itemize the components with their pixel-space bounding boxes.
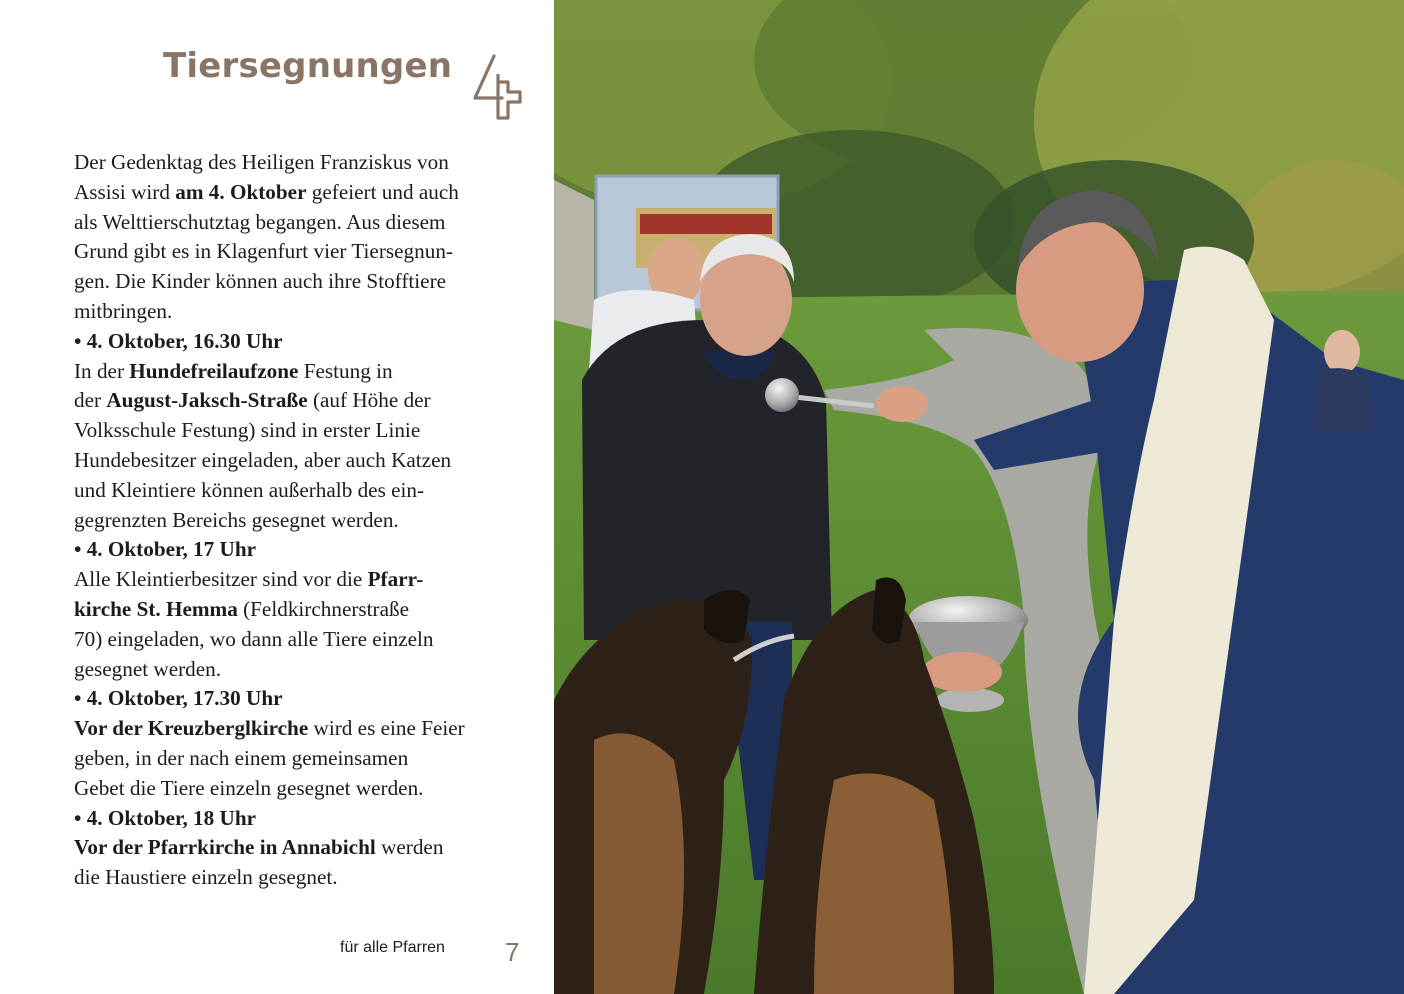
- event-line: 70) eingeladen, wo dann alle Tiere einzeln: [74, 626, 434, 651]
- event-line: die Haustiere einzeln gesegnet.: [74, 865, 338, 890]
- event-line: gegrenzten Bereichs gesegnet werden.: [74, 507, 399, 532]
- event-line: Vor der Pfarrkirche in Annabichl werden: [74, 835, 444, 860]
- intro-line: gen. Die Kinder können auch ihre Stofftiere: [74, 269, 447, 294]
- intro-line: Der Gedenktag des Heiligen Franziskus von: [74, 150, 449, 174]
- cross-with-number-4-icon: [468, 52, 526, 124]
- photo-illustration: [554, 0, 1404, 994]
- event-heading: • 4. Oktober, 17.30 Uhr: [74, 686, 283, 711]
- left-page: [0, 0, 554, 994]
- intro-line: Grund gibt es in Klagenfurt vier Tiersegnun-: [74, 239, 453, 264]
- event-heading: • 4. Oktober, 17 Uhr: [74, 537, 257, 562]
- intro-line: als Welttierschutztag begangen. Aus diesem: [74, 209, 446, 234]
- footer-label: für alle Pfarren: [340, 939, 445, 956]
- event-line: kirche St. Hemma (Feldkirchnerstraße: [74, 596, 409, 621]
- aspergillum: [765, 378, 799, 412]
- event-line: Alle Kleintierbesitzer sind vor die Pfarr-: [74, 567, 424, 592]
- date-highlight: am 4. Oktober: [175, 179, 307, 204]
- event-heading: • 4. Oktober, 16.30 Uhr: [74, 328, 283, 353]
- event-line: Vor der Kreuzberglkirche wird es eine Feier: [74, 716, 465, 741]
- intro-line: mitbringen.: [74, 298, 173, 323]
- page-number: 7: [505, 937, 520, 967]
- intro-line: Assisi wird am 4. Oktober gefeiert und auch: [74, 179, 459, 204]
- article-body: [74, 148, 524, 893]
- event-line: Volksschule Festung) sind in erster Linie: [74, 418, 421, 443]
- event-line: der August-Jaksch-Straße (auf Höhe der: [74, 388, 431, 413]
- event-line: gesegnet werden.: [74, 656, 222, 681]
- event-line: und Kleintiere können außerhalb des ein-: [74, 477, 425, 502]
- black-jacket: [582, 320, 832, 640]
- event-heading: • 4. Oktober, 18 Uhr: [74, 805, 257, 830]
- event-line: Hundebesitzer eingeladen, aber auch Katzen: [74, 447, 452, 472]
- event-line: Gebet die Tiere einzeln gesegnet werden.: [74, 775, 424, 800]
- event-line: geben, in der nach einem gemeinsamen: [74, 745, 409, 770]
- event-line: In der Hundefreilaufzone Festung in: [74, 358, 393, 383]
- page-title: Tiersegnungen: [163, 46, 453, 86]
- blessing-photo: [554, 0, 1404, 994]
